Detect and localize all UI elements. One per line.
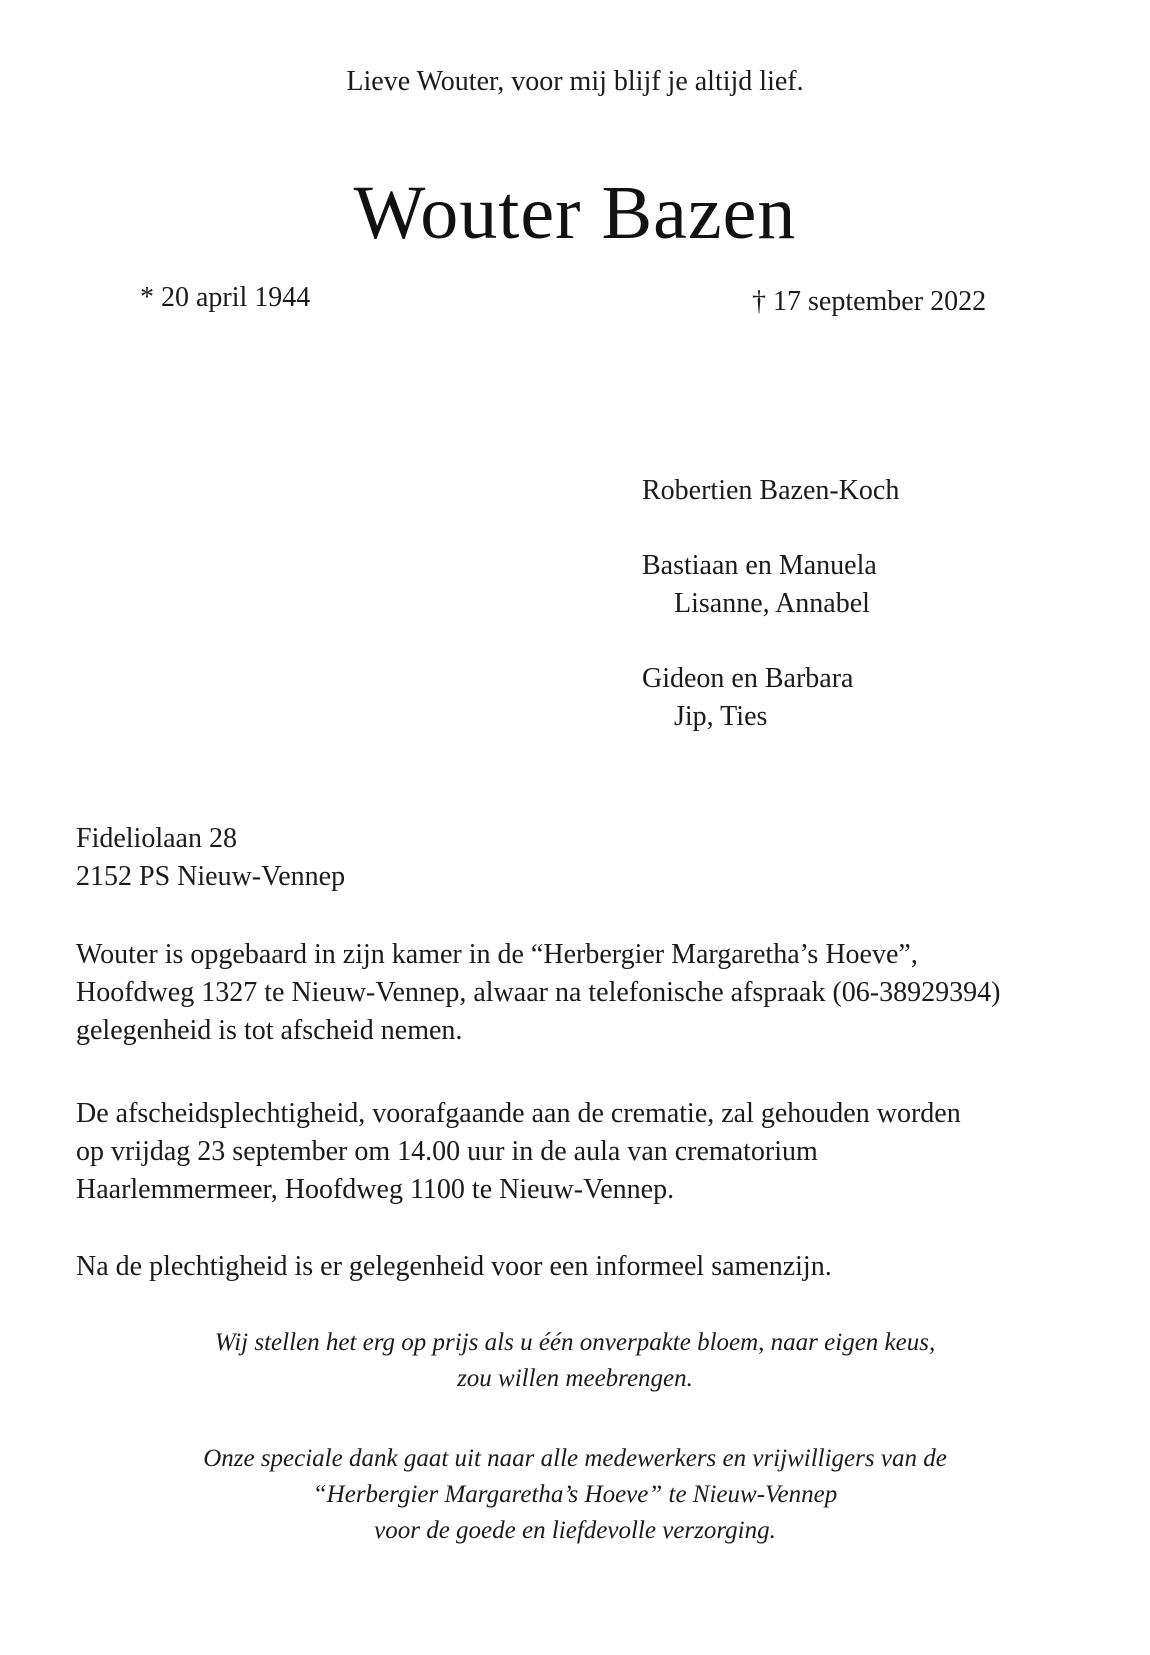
deceased-name: Wouter Bazen: [353, 171, 797, 255]
address-street: Fideliolaan 28: [76, 823, 237, 854]
family-group: [642, 660, 899, 736]
text-line: Wouter is opgebaard in zijn kamer in de “Herbergier Margaretha’s Hoeve”,: [76, 939, 918, 970]
text-line: De afscheidsplechtigheid, voorafgaande aan de crematie, zal gehouden worden: [76, 1098, 961, 1129]
thanks-note: [0, 1441, 1150, 1549]
text-line: zou willen meebrengen.: [457, 1365, 693, 1392]
text-line: Wij stellen het erg op prijs als u één onverpakte bloem, naar eigen keus,: [214, 1329, 936, 1356]
text-line: “Herbergier Margaretha’s Hoeve” te Nieuw-Vennep: [312, 1481, 838, 1508]
family-group: [642, 547, 899, 623]
family-children: Lisanne, Annabel: [674, 588, 870, 619]
text-line: Haarlemmermeer, Hoofdweg 1100 te Nieuw-Vennep.: [76, 1174, 675, 1205]
ceremony-paragraph: [76, 1095, 961, 1209]
spouse: Robertien Bazen-Koch: [642, 475, 900, 506]
motto: Lieve Wouter, voor mij blijf je altijd lief.: [346, 66, 804, 97]
family-parents: Gideon en Barbara: [642, 663, 854, 694]
address-city: 2152 PS Nieuw-Vennep: [76, 861, 346, 892]
reception-paragraph: Na de plechtigheid is er gelegenheid voor een informeel samenzijn.: [76, 1251, 832, 1282]
family-children: Jip, Ties: [674, 701, 768, 732]
family-parents: Bastiaan en Manuela: [642, 550, 877, 581]
viewing-paragraph: [76, 936, 1000, 1050]
address: [76, 820, 345, 896]
death-date: † 17 september 2022: [752, 286, 987, 317]
text-line: Onze speciale dank gaat uit naar alle medewerkers en vrijwilligers van de: [203, 1445, 947, 1472]
text-line: gelegenheid is tot afscheid nemen.: [76, 1015, 463, 1046]
family-list: [642, 472, 899, 736]
text-line: Hoofdweg 1327 te Nieuw-Vennep, alwaar na telefonische afspraak (06-38929394): [76, 977, 1001, 1008]
text-line: voor de goede en liefdevolle verzorging.: [374, 1517, 776, 1544]
flowers-note: [0, 1325, 1150, 1397]
text-line: op vrijdag 23 september om 14.00 uur in de aula van crematorium: [76, 1136, 818, 1167]
birth-date: * 20 april 1944: [140, 282, 311, 313]
